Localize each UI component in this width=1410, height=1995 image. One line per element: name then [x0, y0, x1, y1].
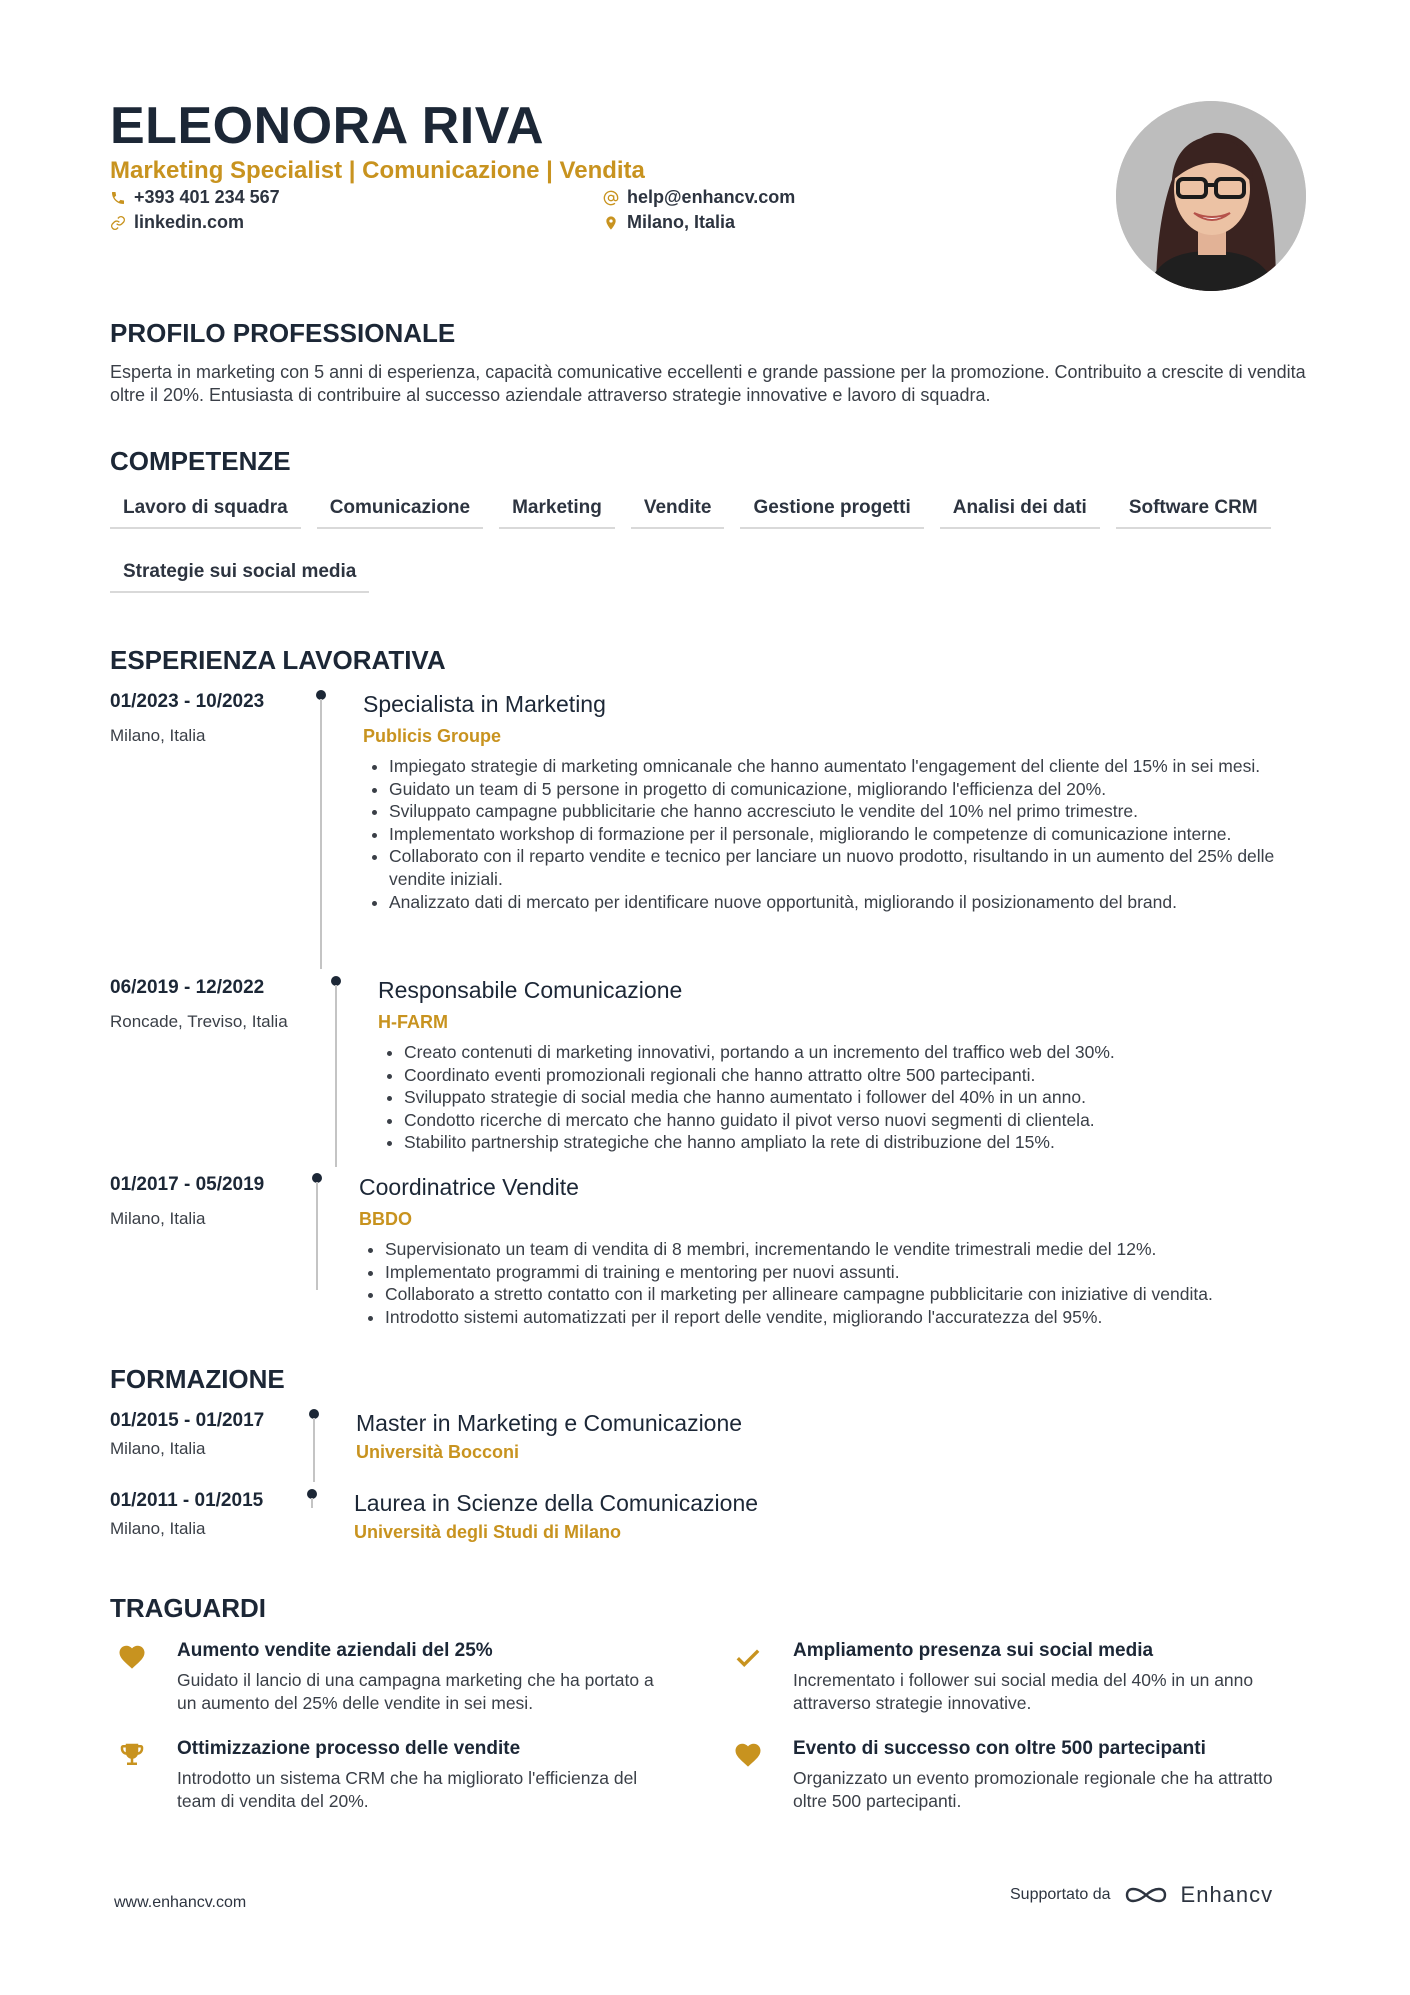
experience-bullet: • Collaborato con il reparto vendite e tecnico per lanciare un nuovo prodotto, risultando in un aumento del 25% delle vendite iniziali.: [389, 845, 1323, 890]
achievement-desc: Introdotto un sistema CRM che ha migliorato l'efficienza del team di vendita del 20%.: [177, 1768, 638, 1811]
section-title-experience: ESPERIENZA LAVORATIVA: [110, 645, 446, 675]
contact-phone: [110, 187, 280, 208]
heart-icon: [733, 1740, 763, 1770]
heart-icon: [117, 1642, 147, 1672]
experience-entry: [110, 691, 1320, 971]
section-title-education: FORMAZIONE: [110, 1364, 285, 1394]
phone-icon: [110, 190, 126, 206]
experience-bullet: • Creato contenuti di marketing innovativi, portando a un incremento del traffico web del 30%.: [404, 1041, 1323, 1064]
experience-role: Responsabile Comunicazione: [378, 977, 683, 1003]
location-pin-icon: [603, 215, 619, 231]
experience-location: Milano, Italia: [110, 1209, 206, 1228]
linkedin-text[interactable]: linkedin.com: [134, 212, 245, 232]
achievement-title: Ampliamento presenza sui social media: [793, 1640, 1154, 1661]
experience-company: BBDO: [359, 1209, 412, 1229]
experience-role: Coordinatrice Vendite: [359, 1174, 579, 1200]
contact-email: [603, 187, 795, 208]
contact-location: [603, 212, 735, 233]
portrait-illustration: [1116, 101, 1306, 291]
location-text: Milano, Italia: [627, 212, 736, 232]
education-entry: [110, 1490, 1310, 1560]
trophy-icon: [117, 1740, 147, 1770]
experience-bullet: • Implementato programmi di training e mentoring per nuovi assunti.: [385, 1261, 1329, 1284]
experience-content: [363, 691, 1323, 913]
experience-bullets: [363, 755, 1323, 913]
experience-date: 06/2019 - 12/2022: [110, 977, 265, 998]
timeline-line: [316, 1182, 318, 1290]
section-title-achievements: TRAGUARDI: [110, 1593, 266, 1623]
achievement-title: Aumento vendite aziendali del 25%: [177, 1640, 493, 1661]
education-content: [354, 1490, 1254, 1543]
skills-list: [110, 493, 1310, 593]
experience-bullet: • Guidato un team di 5 persone in progetto di comunicazione, migliorando l'efficienza del 20%.: [389, 778, 1323, 801]
experience-date: 01/2023 - 10/2023: [110, 691, 265, 712]
at-icon: [603, 190, 619, 206]
achievement-desc: Organizzato un evento promozionale regionale che ha attratto oltre 500 partecipanti.: [793, 1768, 1273, 1811]
education-content: [356, 1410, 1256, 1463]
skill-tag: Analisi dei dati: [940, 493, 1100, 529]
section-title-skills: COMPETENZE: [110, 446, 291, 476]
skill-tag: Vendite: [631, 493, 725, 529]
experience-bullet: • Impiegato strategie di marketing omnicanale che hanno aumentato l'engagement del cliente del 15% in sei mesi.: [389, 755, 1323, 778]
experience-company: H-FARM: [378, 1012, 448, 1032]
experience-content: [378, 977, 1323, 1154]
check-icon: [733, 1642, 763, 1672]
education-date: 01/2015 - 01/2017: [110, 1410, 265, 1431]
link-icon: [110, 215, 126, 231]
skill-tag: Gestione progetti: [740, 493, 923, 529]
footer-supported-text: Supportato da: [1010, 1886, 1111, 1903]
skill-tag: Comunicazione: [317, 493, 483, 529]
email-text[interactable]: help@enhancv.com: [627, 187, 796, 207]
footer-brand: [1010, 1882, 1273, 1908]
experience-bullet: • Introdotto sistemi automatizzati per il report delle vendite, migliorando l'accuratezza del 95%.: [385, 1306, 1329, 1329]
profile-summary: Esperta in marketing con 5 anni di esperienza, capacità comunicative eccellenti e grande passione per la promozione. Contribuito a crescite di vendita oltre il 20%. Entusiasta di contribuire al successo aziendale attraverso strategie innovative e lavoro di squadra.: [110, 362, 1306, 405]
education-entry: [110, 1410, 1310, 1485]
education-school: Università degli Studi di Milano: [354, 1522, 622, 1542]
experience-bullet: • Sviluppato strategie di social media che hanno aumentato i follower del 40% in un anno.: [404, 1086, 1323, 1109]
education-school: Università Bocconi: [356, 1442, 520, 1462]
experience-bullet: • Coordinato eventi promozionali regionali che hanno attratto oltre 500 partecipanti.: [404, 1064, 1323, 1087]
timeline-line: [313, 1418, 315, 1482]
experience-entry: [110, 977, 1320, 1167]
achievement-title: Ottimizzazione processo delle vendite: [177, 1738, 521, 1759]
timeline-line: [335, 985, 337, 1167]
achievement-title: Evento di successo con oltre 500 partecipanti: [793, 1738, 1206, 1759]
experience-entry: [110, 1174, 1320, 1327]
skill-tag: Strategie sui social media: [110, 557, 369, 593]
education-date: 01/2011 - 01/2015: [110, 1490, 264, 1511]
education-degree: Laurea in Scienze della Comunicazione: [354, 1490, 759, 1516]
experience-role: Specialista in Marketing: [363, 691, 606, 717]
skill-tag: Lavoro di squadra: [110, 493, 301, 529]
footer-website[interactable]: www.enhancv.com: [114, 1894, 247, 1911]
experience-bullet: • Sviluppato campagne pubblicitarie che hanno accresciuto le vendite del 10% nel primo trimestre.: [389, 800, 1323, 823]
profile-photo: [1116, 101, 1306, 291]
experience-bullet: • Supervisionato un team di vendita di 8 membri, incrementando le vendite trimestrali medie del 12%.: [385, 1238, 1329, 1261]
enhancv-logo-icon: [1123, 1882, 1169, 1908]
achievement-desc: Guidato il lancio di una campagna marketing che ha portato a un aumento del 25% delle vendite in sei mesi.: [177, 1670, 654, 1713]
timeline-line: [311, 1498, 313, 1508]
education-degree: Master in Marketing e Comunicazione: [356, 1410, 743, 1436]
experience-bullet: • Collaborato a stretto contatto con il marketing per allineare campagne pubblicitarie con iniziative di vendita.: [385, 1283, 1329, 1306]
experience-bullet: • Stabilito partnership strategiche che hanno ampliato la rete di distribuzione del 15%.: [404, 1131, 1323, 1154]
timeline-line: [320, 699, 322, 969]
experience-location: Milano, Italia: [110, 726, 206, 745]
experience-company: Publicis Groupe: [363, 726, 502, 746]
experience-date: 01/2017 - 05/2019: [110, 1174, 265, 1195]
phone-text[interactable]: +393 401 234 567: [134, 187, 280, 207]
candidate-title: Marketing Specialist | Comunicazione | Vendita: [110, 157, 645, 184]
education-location: Milano, Italia: [110, 1439, 206, 1458]
education-location: Milano, Italia: [110, 1519, 206, 1538]
skill-tag: Marketing: [499, 493, 615, 529]
experience-bullets: [359, 1238, 1329, 1328]
section-title-profile: PROFILO PROFESSIONALE: [110, 318, 456, 348]
achievement-desc: Incrementato i follower sui social media del 40% in un anno attraverso strategie innovative.: [793, 1670, 1254, 1713]
experience-bullet: • Implementato workshop di formazione per il personale, migliorando le competenze di comunicazione interne.: [389, 823, 1323, 846]
experience-bullets: [378, 1041, 1323, 1154]
footer-brand-name[interactable]: Enhancv: [1180, 1882, 1274, 1907]
experience-content: [359, 1174, 1329, 1328]
experience-bullet: • Condotto ricerche di mercato che hanno guidato il pivot verso nuovi segmenti di clientela.: [404, 1109, 1323, 1132]
experience-location: Roncade, Treviso, Italia: [110, 1012, 288, 1031]
contact-linkedin: [110, 212, 244, 233]
experience-bullet: • Analizzato dati di mercato per identificare nuove opportunità, migliorando il posizionamento del brand.: [389, 891, 1323, 914]
candidate-name: ELEONORA RIVA: [110, 97, 545, 155]
skill-tag: Software CRM: [1116, 493, 1271, 529]
